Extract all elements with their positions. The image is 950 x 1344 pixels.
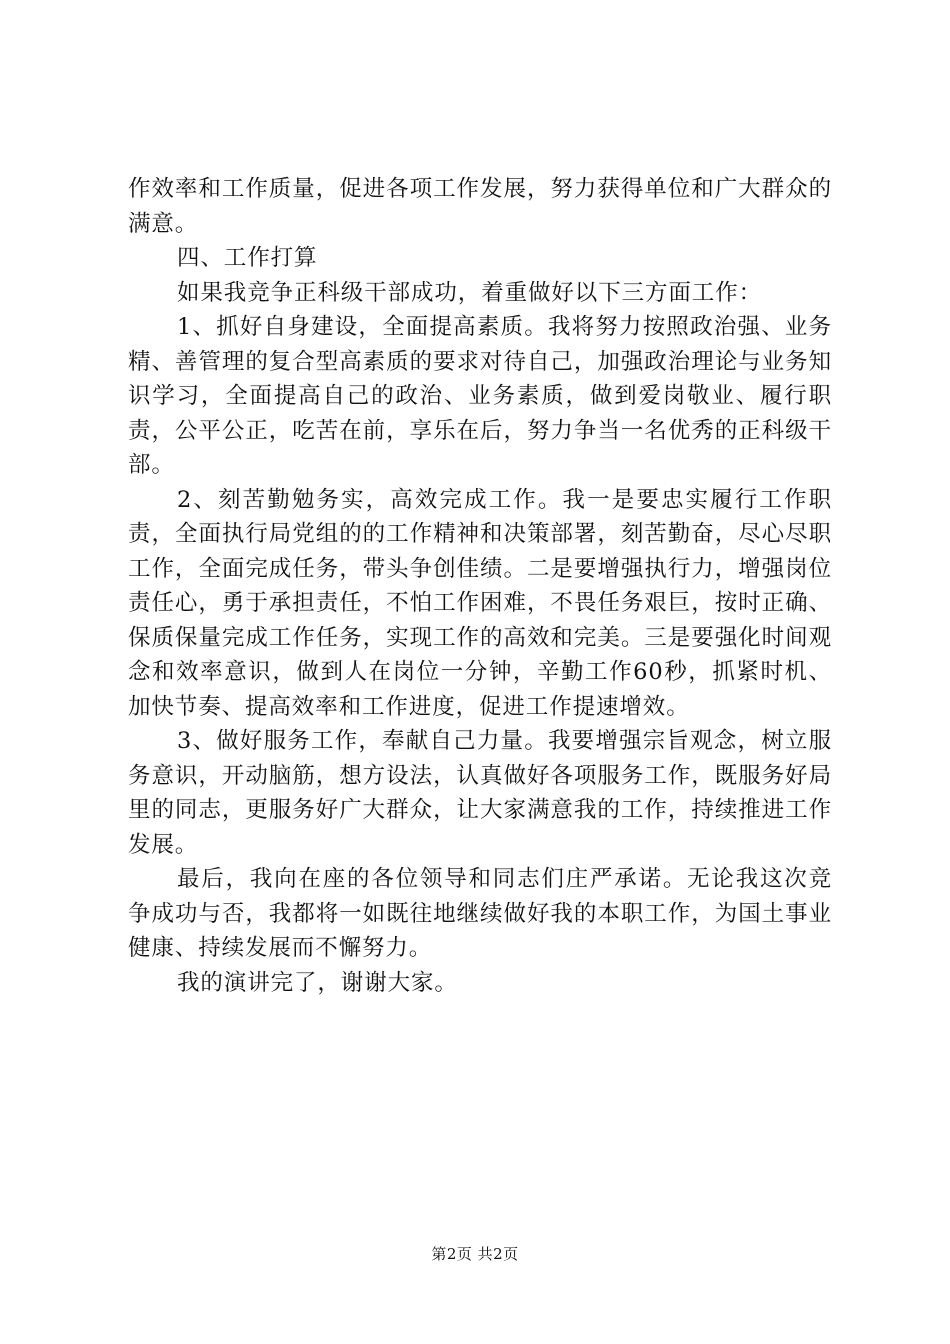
paragraph-thanks: 我的演讲完了，谢谢大家。 — [177, 969, 458, 996]
section-heading-work-plan: 四、工作打算 — [177, 245, 318, 271]
paragraph-item-3: 3、做好服务工作，奉献自己力量。我要增强宗旨观念，树立服务意识，开动脑筋，想方设法，认真做好各项服务工作，既服务好局里的同志，更服务好广大群众，让大家满意我的工作，持续推进工作发展。 — [128, 728, 832, 858]
page-footer: 第2页 共2页 — [431, 1245, 519, 1263]
paragraph-closing-pledge: 最后，我向在座的各位领导和同志们庄严承诺。无论我这次竞争成功与否，我都将一如既往地继续做好我的本职工作，为国土事业健康、持续发展而不懈努力。 — [128, 866, 832, 961]
paragraph-intro: 如果我竞争正科级干部成功，着重做好以下三方面工作： — [177, 279, 763, 306]
document-body — [128, 172, 832, 1000]
paragraph-continuation: 作效率和工作质量，促进各项工作发展，努力获得单位和广大群众的满意。 — [128, 176, 832, 237]
paragraph-item-1: 1、抓好自身建设，全面提高素质。我将努力按照政治强、业务精、善管理的复合型高素质的要求对待自己，加强政治理论与业务知识学习，全面提高自己的政治、业务素质，做到爱岗敬业、履行职责，公平公正，吃苦在前，享乐在后，努力争当一名优秀的正科级干部。 — [128, 314, 832, 478]
paragraph-item-2: 2、刻苦勤勉务实，高效完成工作。我一是要忠实履行工作职责，全面执行局党组的的工作精神和决策部署，刻苦勤奋，尽心尽职工作，全面完成任务，带头争创佳绩。二是要增强执行力，增强岗位责任心，勇于承担责任，不怕工作困难，不畏任务艰巨，按时正确、保质保量完成工作任务，实现工作的高效和完美。三是要强化时间观念和效率意识，做到人在岗位一分钟，辛勤工作60秒，抓紧时机、加快节奏、提高效率和工作进度，促进工作提速增效。 — [128, 486, 832, 720]
